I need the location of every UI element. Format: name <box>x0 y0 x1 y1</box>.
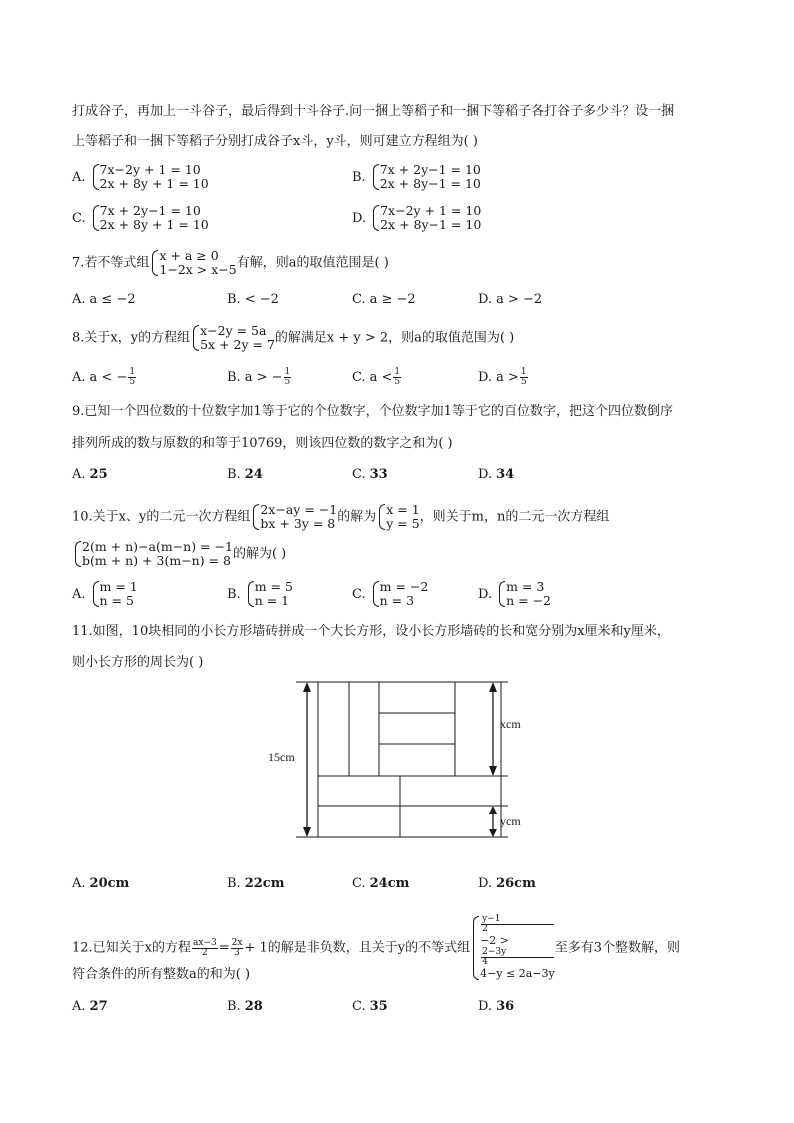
q6-option-d-system: 7x−2y + 1 = 10 2x + 8y−1 = 10 <box>372 204 481 232</box>
q10-stem-line2: 2(m + n)−a(m−n) = −1 b(m + n) + 3(m−n) = 8 的解为( ) <box>72 540 286 568</box>
q9-text-line1: 9.已知一个四位数的十位数字加1等于它的个位数字，个位数字加1等于它的百位数字，把这个四位数倒序 <box>72 404 673 419</box>
q10-option-b[interactable]: B. m = 5 n = 1 <box>227 579 293 608</box>
q8-option-a[interactable]: A. a < − $\frac{1}{5}$ <box>72 367 136 387</box>
q7-option-d[interactable]: D. a > −2 <box>478 292 543 307</box>
q12-stem-line1: 12.已知关于x的方程 $\frac{ax-3}{2}$ = $\frac{2x}{3}$ + 1的解是非负数，且关于y的不等式组 y−1 2 −2 > 2−3y 4 4−y ≤ 2a−3y 至多有3个整数解，则 <box>72 914 681 980</box>
height-dimension-arrow <box>303 682 311 837</box>
q8-option-b[interactable]: B. a > − $\frac{1}{5}$ <box>227 367 291 387</box>
q12-option-a[interactable]: A. 27 <box>72 999 108 1014</box>
q9-option-b[interactable]: B. 24 <box>227 467 263 482</box>
y-dimension-arrow <box>489 806 497 837</box>
q9-option-c[interactable]: C. 33 <box>352 467 388 482</box>
q6-option-c[interactable]: C. 7x + 2y−1 = 10 2x + 8y + 1 = 10 <box>72 203 209 232</box>
q10-option-d[interactable]: D. m = 3 n = −2 <box>478 579 551 608</box>
q6-option-c-system: 7x + 2y−1 = 10 2x + 8y + 1 = 10 <box>92 204 209 232</box>
q11-option-d[interactable]: D. 26cm <box>478 876 536 891</box>
q11-option-a[interactable]: A. 20cm <box>72 876 130 891</box>
q10-option-c[interactable]: C. m = −2 n = 3 <box>352 579 429 608</box>
q11-option-b[interactable]: B. 22cm <box>227 876 285 891</box>
height-label: 15cm <box>268 750 295 764</box>
big-rectangle <box>318 682 501 837</box>
q10-system-1: 2x−ay = −1 bx + 3y = 8 <box>252 503 337 531</box>
q6-text-line1: 打成谷子，再加上一斗谷子，最后得到十斗谷子.问一捆上等稻子和一捆下等稻子各打谷子多少斗？设一捆 <box>72 104 675 119</box>
q10-system-2: 2(m + n)−a(m−n) = −1 b(m + n) + 3(m−n) = 8 <box>74 540 233 568</box>
q9-option-d[interactable]: D. 34 <box>478 467 515 482</box>
x-label: xcm <box>500 717 521 731</box>
q6-option-b[interactable]: B. 7x + 2y−1 = 10 2x + 8y−1 = 10 <box>352 162 481 191</box>
q11-option-c[interactable]: C. 24cm <box>352 876 410 891</box>
x-dimension-arrow <box>489 682 497 776</box>
q7-option-b[interactable]: B. < −2 <box>227 292 279 307</box>
q9-option-a[interactable]: A. 25 <box>72 467 108 482</box>
q7-inequality-system: x + a ≥ 0 1−2x > x−5 <box>151 249 236 277</box>
q10-stem-line1: 10.关于x、y的二元一次方程组 2x−ay = −1 bx + 3y = 8 的解为 x = 1 y = 5 ，则关于m，n的二元一次方程组 <box>72 502 610 531</box>
q6-text-line2: 上等稻子和一捆下等稻子分别打成谷子x斗，y斗，则可建立方程组为( ) <box>72 134 478 149</box>
q8-equation-system: x−2y = 5a 5x + 2y = 7 <box>192 324 275 352</box>
q11-brick-figure <box>260 676 540 846</box>
q9-text-line2: 排列所成的数与原数的和等于10769，则该四位数的数字之和为( ) <box>72 436 453 451</box>
q8-option-c[interactable]: C. a < $\frac{1}{5}$ <box>352 367 401 387</box>
y-label: ycm <box>500 814 521 828</box>
q7-stem: 7.若不等式组 x + a ≥ 0 1−2x > x−5 有解，则a的取值范围是( ) <box>72 248 389 277</box>
q7-option-c[interactable]: C. a ≥ −2 <box>352 292 416 307</box>
q6-option-b-system: 7x + 2y−1 = 10 2x + 8y−1 = 10 <box>372 163 481 191</box>
q12-text-line2: 符合条件的所有整数a的和为( ) <box>72 967 251 982</box>
q8-stem: 8.关于x，y的方程组 x−2y = 5a 5x + 2y = 7 的解满足x + y > 2，则a的取值范围为( ) <box>72 323 515 352</box>
q7-option-a[interactable]: A. a ≤ −2 <box>72 292 136 307</box>
q8-option-d[interactable]: D. a > $\frac{1}{5}$ <box>478 367 527 387</box>
q11-text-line2: 则小长方形的周长为( ) <box>72 655 204 670</box>
q12-option-b[interactable]: B. 28 <box>227 999 263 1014</box>
q12-inequality-system: y−1 2 −2 > 2−3y 4 4−y ≤ 2a−3y <box>472 915 555 981</box>
q6-option-a[interactable]: A. 7x−2y + 1 = 10 2x + 8y + 1 = 10 <box>72 162 209 191</box>
q6-option-a-system: 7x−2y + 1 = 10 2x + 8y + 1 = 10 <box>92 163 209 191</box>
q10-solution-system: x = 1 y = 5 <box>378 503 419 531</box>
q12-option-c[interactable]: C. 35 <box>352 999 388 1014</box>
q6-option-d[interactable]: D. 7x−2y + 1 = 10 2x + 8y−1 = 10 <box>352 203 482 232</box>
q11-text-line1: 11.如图，10块相同的小长方形墙砖拼成一个大长方形，设小长方形墙砖的长和宽分别为x厘米和y厘米， <box>72 624 670 639</box>
q10-option-a[interactable]: A. m = 1 n = 5 <box>72 579 138 608</box>
q12-option-d[interactable]: D. 36 <box>478 999 515 1014</box>
